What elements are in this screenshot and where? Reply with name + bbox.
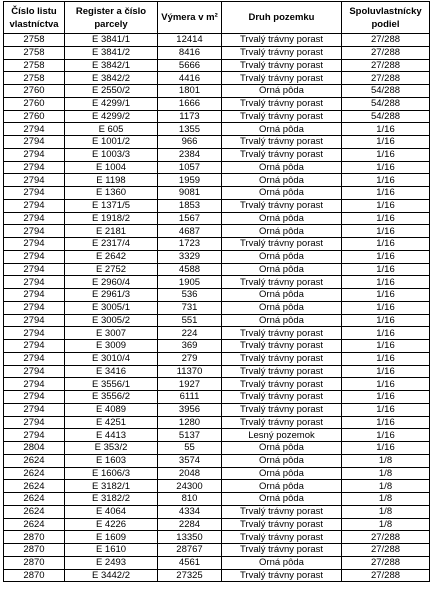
- cell-register-parcel-number: E 3556/1: [65, 378, 158, 391]
- cell-ownership-sheet-number: 2794: [4, 136, 65, 149]
- table-row: [4, 148, 430, 161]
- cell-land-type: Trvalý trávny porast: [222, 59, 342, 72]
- cell-land-type: Orná pôda: [222, 187, 342, 200]
- cell-area: 224: [158, 327, 222, 340]
- cell-co-ownership-share: 1/16: [342, 391, 430, 404]
- cell-co-ownership-share: 1/16: [342, 365, 430, 378]
- table-row: [4, 544, 430, 557]
- cell-area: 1723: [158, 238, 222, 251]
- cell-area: 2048: [158, 467, 222, 480]
- cell-ownership-sheet-number: 2794: [4, 161, 65, 174]
- cell-land-type: Trvalý trávny porast: [222, 416, 342, 429]
- cell-area: 11370: [158, 365, 222, 378]
- cell-land-type: Trvalý trávny porast: [222, 378, 342, 391]
- table-row: [4, 416, 430, 429]
- cell-land-type: Trvalý trávny porast: [222, 544, 342, 557]
- cell-ownership-sheet-number: 2794: [4, 187, 65, 200]
- cell-area: 5666: [158, 59, 222, 72]
- cell-area: 1927: [158, 378, 222, 391]
- cell-land-type: Trvalý trávny porast: [222, 97, 342, 110]
- cell-register-parcel-number: E 1606/3: [65, 467, 158, 480]
- cell-register-parcel-number: E 4089: [65, 403, 158, 416]
- cell-area: 1355: [158, 123, 222, 136]
- cell-co-ownership-share: 1/16: [342, 148, 430, 161]
- cell-register-parcel-number: E 1918/2: [65, 212, 158, 225]
- cell-land-type: Trvalý trávny porast: [222, 352, 342, 365]
- cell-co-ownership-share: 1/16: [342, 378, 430, 391]
- cell-register-parcel-number: E 3009: [65, 340, 158, 353]
- cell-ownership-sheet-number: 2794: [4, 352, 65, 365]
- cell-area: 279: [158, 352, 222, 365]
- cell-land-type: Trvalý trávny porast: [222, 46, 342, 59]
- cell-register-parcel-number: E 3010/4: [65, 352, 158, 365]
- cell-co-ownership-share: 1/16: [342, 403, 430, 416]
- cell-land-type: Orná pôda: [222, 442, 342, 455]
- cell-area: 6111: [158, 391, 222, 404]
- cell-land-type: Orná pôda: [222, 123, 342, 136]
- cell-ownership-sheet-number: 2794: [4, 263, 65, 276]
- header-co-ownership-share: Spoluvlastnícky podiel: [342, 2, 430, 34]
- cell-register-parcel-number: E 1371/5: [65, 199, 158, 212]
- cell-co-ownership-share: 1/16: [342, 161, 430, 174]
- cell-land-type: Orná pôda: [222, 174, 342, 187]
- cell-ownership-sheet-number: 2794: [4, 416, 65, 429]
- cell-ownership-sheet-number: 2870: [4, 544, 65, 557]
- table-row: [4, 199, 430, 212]
- cell-area: 1173: [158, 110, 222, 123]
- cell-land-type: Orná pôda: [222, 454, 342, 467]
- header-area: Výmera v m²: [158, 2, 222, 34]
- cell-land-type: Orná pôda: [222, 314, 342, 327]
- cell-land-type: Trvalý trávny porast: [222, 276, 342, 289]
- cell-register-parcel-number: E 2642: [65, 250, 158, 263]
- cell-co-ownership-share: 1/16: [342, 416, 430, 429]
- table-row: [4, 174, 430, 187]
- cell-co-ownership-share: 1/16: [342, 314, 430, 327]
- cell-area: 8416: [158, 46, 222, 59]
- cell-area: 966: [158, 136, 222, 149]
- cell-land-type: Trvalý trávny porast: [222, 403, 342, 416]
- cell-co-ownership-share: 1/16: [342, 225, 430, 238]
- cell-co-ownership-share: 27/288: [342, 569, 430, 582]
- cell-land-type: Trvalý trávny porast: [222, 365, 342, 378]
- cell-area: 9081: [158, 187, 222, 200]
- cell-register-parcel-number: E 2960/4: [65, 276, 158, 289]
- table-row: [4, 212, 430, 225]
- cell-register-parcel-number: E 3007: [65, 327, 158, 340]
- cell-land-type: Trvalý trávny porast: [222, 340, 342, 353]
- table-row: [4, 72, 430, 85]
- cell-land-type: Orná pôda: [222, 556, 342, 569]
- cell-register-parcel-number: E 3416: [65, 365, 158, 378]
- cell-register-parcel-number: E 1609: [65, 531, 158, 544]
- cell-land-type: Orná pôda: [222, 467, 342, 480]
- cell-ownership-sheet-number: 2794: [4, 391, 65, 404]
- cell-ownership-sheet-number: 2870: [4, 556, 65, 569]
- cell-co-ownership-share: 1/8: [342, 480, 430, 493]
- cell-area: 24300: [158, 480, 222, 493]
- cell-ownership-sheet-number: 2624: [4, 467, 65, 480]
- table-row: [4, 429, 430, 442]
- cell-co-ownership-share: 27/288: [342, 46, 430, 59]
- cell-register-parcel-number: E 2752: [65, 263, 158, 276]
- table-row: [4, 505, 430, 518]
- table-row: [4, 161, 430, 174]
- table-row: [4, 365, 430, 378]
- table-row: [4, 46, 430, 59]
- table-row: [4, 59, 430, 72]
- cell-ownership-sheet-number: 2794: [4, 250, 65, 263]
- cell-ownership-sheet-number: 2624: [4, 480, 65, 493]
- cell-area: 3574: [158, 454, 222, 467]
- cell-land-type: Trvalý trávny porast: [222, 531, 342, 544]
- table-row: [4, 391, 430, 404]
- cell-area: 1959: [158, 174, 222, 187]
- cell-area: 4416: [158, 72, 222, 85]
- cell-co-ownership-share: 54/288: [342, 85, 430, 98]
- table-row: [4, 225, 430, 238]
- cell-land-type: Orná pôda: [222, 161, 342, 174]
- cell-land-type: Lesný pozemok: [222, 429, 342, 442]
- cell-co-ownership-share: 1/16: [342, 250, 430, 263]
- cell-register-parcel-number: E 4299/1: [65, 97, 158, 110]
- cell-register-parcel-number: E 3182/1: [65, 480, 158, 493]
- cell-co-ownership-share: 1/8: [342, 518, 430, 531]
- cell-ownership-sheet-number: 2794: [4, 238, 65, 251]
- cell-register-parcel-number: E 2493: [65, 556, 158, 569]
- header-land-type: Druh pozemku: [222, 2, 342, 34]
- cell-co-ownership-share: 1/16: [342, 123, 430, 136]
- cell-area: 1666: [158, 97, 222, 110]
- cell-register-parcel-number: E 4413: [65, 429, 158, 442]
- cell-ownership-sheet-number: 2760: [4, 110, 65, 123]
- cell-land-type: Trvalý trávny porast: [222, 72, 342, 85]
- cell-co-ownership-share: 1/8: [342, 467, 430, 480]
- cell-co-ownership-share: 1/16: [342, 187, 430, 200]
- cell-register-parcel-number: E 3182/2: [65, 493, 158, 506]
- cell-register-parcel-number: E 1004: [65, 161, 158, 174]
- cell-ownership-sheet-number: 2794: [4, 429, 65, 442]
- cell-ownership-sheet-number: 2794: [4, 212, 65, 225]
- cell-area: 13350: [158, 531, 222, 544]
- cell-land-type: Orná pôda: [222, 250, 342, 263]
- cell-co-ownership-share: 1/8: [342, 454, 430, 467]
- cell-register-parcel-number: E 4064: [65, 505, 158, 518]
- cell-area: 4334: [158, 505, 222, 518]
- table-row: [4, 123, 430, 136]
- cell-register-parcel-number: E 353/2: [65, 442, 158, 455]
- cell-ownership-sheet-number: 2794: [4, 327, 65, 340]
- cell-area: 1801: [158, 85, 222, 98]
- cell-co-ownership-share: 54/288: [342, 97, 430, 110]
- cell-register-parcel-number: E 3842/2: [65, 72, 158, 85]
- table-row: [4, 85, 430, 98]
- cell-co-ownership-share: 1/16: [342, 429, 430, 442]
- cell-co-ownership-share: 1/16: [342, 442, 430, 455]
- cell-co-ownership-share: 1/16: [342, 276, 430, 289]
- cell-land-type: Trvalý trávny porast: [222, 136, 342, 149]
- cell-ownership-sheet-number: 2624: [4, 454, 65, 467]
- table-row: [4, 454, 430, 467]
- cell-register-parcel-number: E 4251: [65, 416, 158, 429]
- cell-ownership-sheet-number: 2794: [4, 148, 65, 161]
- cell-ownership-sheet-number: 2794: [4, 199, 65, 212]
- cell-land-type: Orná pôda: [222, 225, 342, 238]
- cell-area: 4588: [158, 263, 222, 276]
- cell-register-parcel-number: E 1603: [65, 454, 158, 467]
- cell-ownership-sheet-number: 2794: [4, 403, 65, 416]
- cell-ownership-sheet-number: 2794: [4, 365, 65, 378]
- cell-register-parcel-number: E 1360: [65, 187, 158, 200]
- cell-land-type: Trvalý trávny porast: [222, 505, 342, 518]
- cell-ownership-sheet-number: 2758: [4, 72, 65, 85]
- cell-co-ownership-share: 1/16: [342, 263, 430, 276]
- table-row: [4, 34, 430, 47]
- cell-area: 369: [158, 340, 222, 353]
- header-ownership-sheet-number: Číslo listu vlastníctva: [4, 2, 65, 34]
- cell-co-ownership-share: 1/16: [342, 212, 430, 225]
- table-row: [4, 250, 430, 263]
- cell-area: 3956: [158, 403, 222, 416]
- cell-area: 1280: [158, 416, 222, 429]
- cell-ownership-sheet-number: 2794: [4, 301, 65, 314]
- table-row: [4, 276, 430, 289]
- cell-co-ownership-share: 1/8: [342, 493, 430, 506]
- cell-co-ownership-share: 1/16: [342, 301, 430, 314]
- cell-co-ownership-share: 1/8: [342, 505, 430, 518]
- cell-land-type: Trvalý trávny porast: [222, 34, 342, 47]
- table-row: [4, 97, 430, 110]
- table-row: [4, 518, 430, 531]
- table-row: [4, 110, 430, 123]
- cell-ownership-sheet-number: 2758: [4, 34, 65, 47]
- cell-co-ownership-share: 27/288: [342, 59, 430, 72]
- cell-register-parcel-number: E 1198: [65, 174, 158, 187]
- table-row: [4, 289, 430, 302]
- table-row: [4, 556, 430, 569]
- cell-land-type: Orná pôda: [222, 289, 342, 302]
- cell-register-parcel-number: E 3442/2: [65, 569, 158, 582]
- table-row: [4, 467, 430, 480]
- cell-ownership-sheet-number: 2758: [4, 46, 65, 59]
- cell-ownership-sheet-number: 2794: [4, 276, 65, 289]
- cell-ownership-sheet-number: 2794: [4, 378, 65, 391]
- cell-register-parcel-number: E 3841/1: [65, 34, 158, 47]
- cell-land-type: Trvalý trávny porast: [222, 569, 342, 582]
- cell-area: 55: [158, 442, 222, 455]
- cell-register-parcel-number: E 2181: [65, 225, 158, 238]
- table-row: [4, 442, 430, 455]
- cell-area: 4687: [158, 225, 222, 238]
- cell-register-parcel-number: E 1001/2: [65, 136, 158, 149]
- cell-ownership-sheet-number: 2760: [4, 97, 65, 110]
- cell-area: 1567: [158, 212, 222, 225]
- cell-co-ownership-share: 1/16: [342, 327, 430, 340]
- cell-land-type: Trvalý trávny porast: [222, 238, 342, 251]
- cell-register-parcel-number: E 3556/2: [65, 391, 158, 404]
- table-row: [4, 493, 430, 506]
- cell-area: 28767: [158, 544, 222, 557]
- cell-area: 551: [158, 314, 222, 327]
- table-row: [4, 352, 430, 365]
- cell-co-ownership-share: 1/16: [342, 340, 430, 353]
- cell-land-type: Trvalý trávny porast: [222, 327, 342, 340]
- cell-land-type: Orná pôda: [222, 301, 342, 314]
- cell-ownership-sheet-number: 2794: [4, 314, 65, 327]
- cell-ownership-sheet-number: 2624: [4, 505, 65, 518]
- cell-ownership-sheet-number: 2794: [4, 123, 65, 136]
- cell-register-parcel-number: E 3005/1: [65, 301, 158, 314]
- cell-ownership-sheet-number: 2794: [4, 225, 65, 238]
- table-row: [4, 187, 430, 200]
- cell-co-ownership-share: 27/288: [342, 556, 430, 569]
- cell-register-parcel-number: E 2961/3: [65, 289, 158, 302]
- cell-co-ownership-share: 1/16: [342, 174, 430, 187]
- table-row: [4, 378, 430, 391]
- table-row: [4, 314, 430, 327]
- cell-land-type: Trvalý trávny porast: [222, 148, 342, 161]
- cell-co-ownership-share: 27/288: [342, 72, 430, 85]
- table-row: [4, 263, 430, 276]
- cell-area: 27325: [158, 569, 222, 582]
- cell-co-ownership-share: 54/288: [342, 110, 430, 123]
- cell-land-type: Orná pôda: [222, 263, 342, 276]
- cell-ownership-sheet-number: 2624: [4, 518, 65, 531]
- cell-register-parcel-number: E 1610: [65, 544, 158, 557]
- parcel-table: [3, 1, 430, 582]
- cell-area: 2284: [158, 518, 222, 531]
- cell-register-parcel-number: E 1003/3: [65, 148, 158, 161]
- cell-ownership-sheet-number: 2870: [4, 569, 65, 582]
- table-row: [4, 327, 430, 340]
- cell-register-parcel-number: E 2317/4: [65, 238, 158, 251]
- cell-area: 4561: [158, 556, 222, 569]
- cell-register-parcel-number: E 3005/2: [65, 314, 158, 327]
- cell-register-parcel-number: E 2550/2: [65, 85, 158, 98]
- table-row: [4, 531, 430, 544]
- cell-ownership-sheet-number: 2624: [4, 493, 65, 506]
- cell-land-type: Trvalý trávny porast: [222, 518, 342, 531]
- cell-land-type: Orná pôda: [222, 493, 342, 506]
- cell-area: 731: [158, 301, 222, 314]
- cell-co-ownership-share: 1/16: [342, 199, 430, 212]
- cell-ownership-sheet-number: 2794: [4, 289, 65, 302]
- cell-area: 2384: [158, 148, 222, 161]
- cell-co-ownership-share: 1/16: [342, 289, 430, 302]
- cell-area: 536: [158, 289, 222, 302]
- cell-land-type: Trvalý trávny porast: [222, 110, 342, 123]
- cell-ownership-sheet-number: 2870: [4, 531, 65, 544]
- table-row: [4, 340, 430, 353]
- cell-register-parcel-number: E 3842/1: [65, 59, 158, 72]
- cell-land-type: Trvalý trávny porast: [222, 199, 342, 212]
- cell-co-ownership-share: 27/288: [342, 531, 430, 544]
- cell-area: 1057: [158, 161, 222, 174]
- table-row: [4, 238, 430, 251]
- table-row: [4, 301, 430, 314]
- table-row: [4, 136, 430, 149]
- table-row: [4, 569, 430, 582]
- cell-area: 1853: [158, 199, 222, 212]
- table-row: [4, 403, 430, 416]
- cell-area: 1905: [158, 276, 222, 289]
- cell-land-type: Trvalý trávny porast: [222, 391, 342, 404]
- cell-co-ownership-share: 27/288: [342, 34, 430, 47]
- cell-co-ownership-share: 1/16: [342, 352, 430, 365]
- cell-ownership-sheet-number: 2794: [4, 174, 65, 187]
- cell-co-ownership-share: 27/288: [342, 544, 430, 557]
- cell-land-type: Orná pôda: [222, 480, 342, 493]
- cell-ownership-sheet-number: 2804: [4, 442, 65, 455]
- cell-register-parcel-number: E 605: [65, 123, 158, 136]
- cell-co-ownership-share: 1/16: [342, 238, 430, 251]
- cell-register-parcel-number: E 4226: [65, 518, 158, 531]
- cell-area: 12414: [158, 34, 222, 47]
- cell-register-parcel-number: E 4299/2: [65, 110, 158, 123]
- cell-land-type: Orná pôda: [222, 212, 342, 225]
- table-body: [4, 34, 430, 582]
- cell-register-parcel-number: E 3841/2: [65, 46, 158, 59]
- cell-ownership-sheet-number: 2794: [4, 340, 65, 353]
- cell-land-type: Orná pôda: [222, 85, 342, 98]
- cell-ownership-sheet-number: 2760: [4, 85, 65, 98]
- cell-area: 3329: [158, 250, 222, 263]
- table-header-row: [4, 2, 430, 34]
- table-row: [4, 480, 430, 493]
- cell-area: 810: [158, 493, 222, 506]
- cell-area: 5137: [158, 429, 222, 442]
- cell-co-ownership-share: 1/16: [342, 136, 430, 149]
- header-register-parcel-number: Register a číslo parcely: [65, 2, 158, 34]
- cell-ownership-sheet-number: 2758: [4, 59, 65, 72]
